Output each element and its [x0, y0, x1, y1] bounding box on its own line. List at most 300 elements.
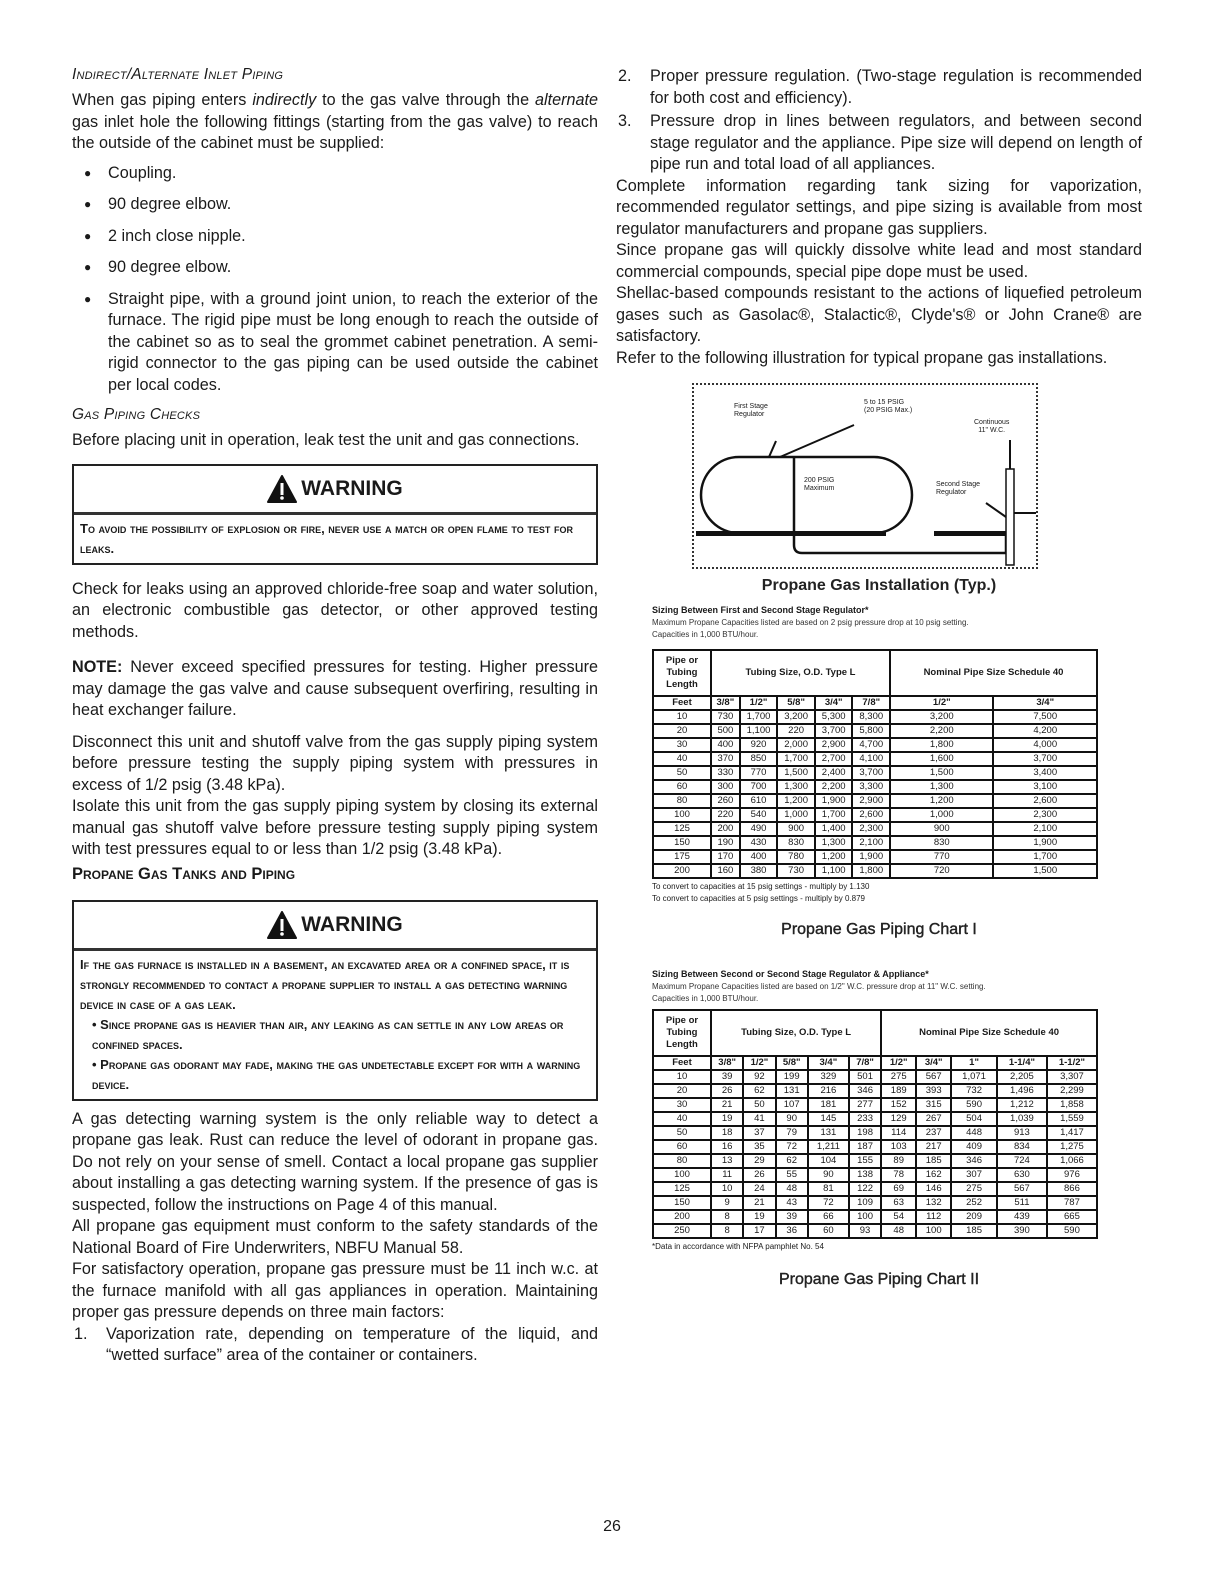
text: First Stage — [734, 403, 768, 410]
capacity-cell: 2,100 — [993, 822, 1097, 836]
chart-subtitle — [652, 617, 1112, 641]
capacity-cell: 830 — [777, 836, 815, 850]
capacity-cell: 2,900 — [815, 738, 853, 752]
table-row — [653, 808, 1097, 822]
size-header: 1" — [951, 1056, 997, 1070]
length-cell: 30 — [653, 1098, 711, 1112]
capacity-cell: 26 — [711, 1084, 743, 1098]
table-row — [653, 780, 1097, 794]
capacity-cell: 511 — [997, 1196, 1047, 1210]
capacity-cell: 329 — [808, 1070, 849, 1084]
warning-label: WARNING — [301, 912, 403, 936]
size-header: 1-1/4" — [997, 1056, 1047, 1070]
warning-box — [72, 900, 598, 1101]
capacity-cell: 162 — [916, 1168, 951, 1182]
bullet-icon: ● — [84, 260, 92, 274]
capacity-cell: 590 — [951, 1098, 997, 1112]
capacity-cell: 181 — [808, 1098, 849, 1112]
size-header: 1/2" — [740, 696, 778, 710]
table-row — [653, 1140, 1097, 1154]
capacity-cell: 19 — [743, 1210, 775, 1224]
capacity-cell: 1,000 — [777, 808, 815, 822]
capacity-cell: 1,417 — [1047, 1126, 1097, 1140]
capacity-cell: 37 — [743, 1126, 775, 1140]
length-cell: 30 — [653, 738, 711, 752]
capacity-cell: 307 — [951, 1168, 997, 1182]
capacity-cell: 198 — [849, 1126, 881, 1140]
disconnect-text: Disconnect this unit and shutoff valve from the gas supply piping system before pressure testing the supply piping system with pressures in excess of 1/2 psig (3.48 kPa). — [72, 732, 598, 794]
size-header: 3/4" — [808, 1056, 849, 1070]
length-cell: 150 — [653, 1196, 711, 1210]
note-paragraph — [72, 657, 598, 722]
capacity-cell: 29 — [743, 1154, 775, 1168]
list-item — [72, 194, 598, 216]
capacity-cell: 2,300 — [852, 822, 890, 836]
list-item — [72, 1324, 598, 1367]
capacity-cell: 35 — [743, 1140, 775, 1154]
capacity-cell: 50 — [743, 1098, 775, 1112]
table-row — [653, 1154, 1097, 1168]
warning-triangle-icon — [267, 911, 297, 939]
length-cell: 80 — [653, 794, 711, 808]
chart-note: *Data in accordance with NFPA pamphlet No. 54 — [652, 1242, 824, 1251]
capacity-cell: 3,700 — [852, 766, 890, 780]
header-length: Pipe or Tubing Length — [653, 650, 711, 696]
chart-caption: Propane Gas Piping Chart II — [778, 1271, 980, 1288]
table-row — [653, 1084, 1097, 1098]
page-number: 26 — [603, 1518, 621, 1535]
diagram-label — [936, 481, 980, 497]
capacity-cell: 3,200 — [777, 710, 815, 724]
chart-note: To convert to capacities at 5 psig settings - multiply by 0.879 — [652, 894, 865, 903]
size-header: 5/8" — [777, 696, 815, 710]
capacity-cell: 170 — [711, 850, 740, 864]
capacity-cell: 90 — [776, 1112, 808, 1126]
capacity-cell: 252 — [951, 1196, 997, 1210]
size-header: 1/2" — [881, 1056, 916, 1070]
capacity-cell: 81 — [808, 1182, 849, 1196]
table-row — [653, 1098, 1097, 1112]
size-header: 7/8" — [849, 1056, 881, 1070]
conform-text: All propane gas equipment must conform to the safety standards of the National Board of Fire Underwriters, NBFU Manual 58. — [72, 1217, 598, 1257]
capacity-cell: 69 — [881, 1182, 916, 1196]
pressure-pointer — [780, 425, 854, 457]
list-item — [72, 289, 598, 397]
capacity-cell: 448 — [951, 1126, 997, 1140]
capacity-cell: 504 — [951, 1112, 997, 1126]
text: 11" W.C. — [978, 427, 1006, 434]
capacity-cell: 730 — [711, 710, 740, 724]
capacity-cell: 11 — [711, 1168, 743, 1182]
capacity-cell: 2,600 — [852, 808, 890, 822]
capacity-cell: 1,071 — [951, 1070, 997, 1084]
capacity-cell: 1,600 — [890, 752, 993, 766]
size-header: 3/8" — [711, 1056, 743, 1070]
capacity-cell: 2,700 — [815, 752, 853, 766]
warning-label: WARNING — [301, 476, 403, 500]
capacity-cell: 1,000 — [890, 808, 993, 822]
capacity-cell: 72 — [808, 1196, 849, 1210]
capacity-cell: 60 — [808, 1224, 849, 1238]
capacity-cell: 720 — [890, 864, 993, 878]
capacity-cell: 8 — [711, 1210, 743, 1224]
table-row — [653, 1196, 1097, 1210]
header-length: Pipe or Tubing Length — [653, 1010, 711, 1056]
capacity-cell: 567 — [916, 1070, 951, 1084]
capacity-cell: 36 — [776, 1224, 808, 1238]
text: Capacities in 1,000 BTU/hour. — [652, 994, 759, 1003]
chart-note: To convert to capacities at 15 psig settings - multiply by 1.130 — [652, 882, 870, 891]
capacity-cell: 19 — [711, 1112, 743, 1126]
capacity-cell: 3,100 — [993, 780, 1097, 794]
checks-intro: Before placing unit in operation, leak test the unit and gas connections. — [72, 431, 580, 449]
capacity-cell: 41 — [743, 1112, 775, 1126]
capacity-cell: 190 — [711, 836, 740, 850]
capacity-cell: 152 — [881, 1098, 916, 1112]
capacity-cell: 390 — [997, 1224, 1047, 1238]
right-column — [616, 66, 1142, 1289]
list-number: 3. — [618, 112, 632, 130]
capacity-cell: 209 — [951, 1210, 997, 1224]
capacity-cell: 430 — [740, 836, 778, 850]
capacity-cell: 1,496 — [997, 1084, 1047, 1098]
capacity-cell: 72 — [776, 1140, 808, 1154]
figure-caption: Propane Gas Installation (Typ.) — [761, 577, 997, 594]
capacity-cell: 260 — [711, 794, 740, 808]
capacity-cell: 21 — [711, 1098, 743, 1112]
text: (20 PSIG Max.) — [864, 407, 913, 414]
capacity-cell: 3,700 — [815, 724, 853, 738]
header-tubing: Tubing Size, O.D. Type L — [711, 650, 890, 696]
size-header: 3/4" — [815, 696, 853, 710]
emphasis: indirectly — [252, 91, 317, 109]
capacity-cell: 24 — [743, 1182, 775, 1196]
bullet-icon: ● — [84, 291, 92, 306]
capacity-cell: 3,400 — [993, 766, 1097, 780]
text: Never exceed specified pressures for testing. Higher pressure may damage the gas valve and cause subsequent overfiring, resulting in heat exchanger failure. — [72, 658, 598, 719]
capacity-cell: 540 — [740, 808, 778, 822]
capacity-cell: 145 — [808, 1112, 849, 1126]
capacity-cell: 1,700 — [777, 752, 815, 766]
text: 200 PSIG — [804, 477, 835, 484]
text: 90 degree elbow. — [108, 258, 232, 276]
capacity-cell: 1,559 — [1047, 1112, 1097, 1126]
capacity-cell: 834 — [997, 1140, 1047, 1154]
capacity-cell: 138 — [849, 1168, 881, 1182]
chart-subtitle — [652, 981, 1112, 1005]
text: 2 inch close nipple. — [108, 226, 246, 245]
capacity-cell: 16 — [711, 1140, 743, 1154]
capacity-cell: 409 — [951, 1140, 997, 1154]
capacity-cell: 501 — [849, 1070, 881, 1084]
size-header: 3/4" — [916, 1056, 951, 1070]
capacity-cell: 275 — [951, 1182, 997, 1196]
capacity-cell: 866 — [1047, 1182, 1097, 1196]
capacity-cell: 79 — [776, 1126, 808, 1140]
length-cell: 50 — [653, 1126, 711, 1140]
capacity-cell: 131 — [808, 1126, 849, 1140]
capacity-cell: 39 — [711, 1070, 743, 1084]
capacity-cell: 4,000 — [993, 738, 1097, 752]
capacity-cell: 78 — [881, 1168, 916, 1182]
pipe-dope-text: Since propane gas will quickly dissolve white lead and most standard commercial compounds, special pipe dope must be used. — [616, 241, 1142, 281]
list-number: 2. — [618, 67, 632, 85]
capacity-cell: 220 — [777, 724, 815, 738]
capacity-cell: 1,200 — [777, 794, 815, 808]
capacity-cell: 63 — [881, 1196, 916, 1210]
fittings-list — [72, 163, 598, 397]
text: Propane gas odorant may fade, making the gas undetectable except for with a warning device. — [92, 1056, 581, 1092]
capacity-cell: 1,400 — [815, 822, 853, 836]
capacity-cell: 2,600 — [993, 794, 1097, 808]
text: to the gas valve through the — [316, 91, 535, 109]
capacity-cell: 732 — [951, 1084, 997, 1098]
capacity-cell: 3,300 — [852, 780, 890, 794]
capacity-cell: 146 — [916, 1182, 951, 1196]
capacity-cell: 114 — [881, 1126, 916, 1140]
table-row — [653, 794, 1097, 808]
text: Capacities in 1,000 BTU/hour. — [652, 630, 759, 639]
size-header: 3/8" — [711, 696, 740, 710]
capacity-cell: 1,100 — [815, 864, 853, 878]
text: 5 to 15 PSIG — [864, 399, 905, 406]
list-item — [616, 66, 1142, 109]
capacity-cell: 10 — [711, 1182, 743, 1196]
ground-right — [934, 531, 1012, 536]
capacity-cell: 103 — [881, 1140, 916, 1154]
length-cell: 10 — [653, 710, 711, 724]
capacity-cell: 1,800 — [890, 738, 993, 752]
list-item — [72, 226, 598, 248]
warning-bullet: • Since propane gas is heavier than air, any leaking as can settle in any low areas or confined spaces. — [92, 1016, 564, 1052]
capacity-cell: 330 — [711, 766, 740, 780]
capacity-cell: 93 — [849, 1224, 881, 1238]
capacity-cell: 43 — [776, 1196, 808, 1210]
capacity-cell: 39 — [776, 1210, 808, 1224]
capacity-cell: 26 — [743, 1168, 775, 1182]
chart-caption: Propane Gas Piping Chart I — [781, 921, 977, 938]
capacity-cell: 500 — [711, 724, 740, 738]
capacity-cell: 187 — [849, 1140, 881, 1154]
length-cell: 40 — [653, 1112, 711, 1126]
table-row — [653, 766, 1097, 780]
text: 90 degree elbow. — [108, 195, 232, 213]
capacity-cell: 109 — [849, 1196, 881, 1210]
first-stage-regulator — [769, 441, 776, 457]
capacity-cell: 567 — [997, 1182, 1047, 1196]
length-cell: 200 — [653, 1210, 711, 1224]
text: Proper pressure regulation. (Two-stage regulation is recommended for both cost and efficiency). — [650, 67, 1142, 107]
capacity-cell: 913 — [997, 1126, 1047, 1140]
table-row — [653, 1210, 1097, 1224]
text: Second Stage — [936, 481, 980, 488]
warning-main-text: If the gas furnace is installed in a basement, an excavated area or a confined space, it is strongly recommended to contact a propane supplier to install a gas detecting warning device in case of a gas leak. — [80, 956, 570, 1012]
capacity-cell: 8 — [711, 1224, 743, 1238]
table-row — [653, 752, 1097, 766]
leak-check-text: Check for leaks using an approved chloride-free soap and water solution, an electronic combustible gas detector, or other approved testing methods. — [72, 579, 598, 641]
text: Pressure drop in lines between regulators, and between second stage regulator and the appliance. Pipe size will depend on length of pipe run and total load of all appliances. — [650, 112, 1142, 173]
tank-shape — [701, 457, 912, 533]
house-wall — [1006, 469, 1014, 565]
capacity-cell: 66 — [808, 1210, 849, 1224]
table-row — [653, 1182, 1097, 1196]
capacity-cell: 400 — [711, 738, 740, 752]
length-cell: 10 — [653, 1070, 711, 1084]
satisfactory-text: For satisfactory operation, propane gas pressure must be 11 inch w.c. at the furnace manifold with all gas appliances in operation. Maintaining proper gas pressure depends on three main factors: — [72, 1260, 598, 1321]
text: Regulator — [936, 489, 967, 496]
length-cell: 150 — [653, 836, 711, 850]
table-row — [653, 850, 1097, 864]
bullet-icon: ● — [84, 197, 92, 211]
capacity-cell: 8,300 — [852, 710, 890, 724]
capacity-cell: 4,700 — [852, 738, 890, 752]
header-feet: Feet — [653, 1056, 711, 1070]
capacity-cell: 976 — [1047, 1168, 1097, 1182]
capacity-cell: 185 — [951, 1224, 997, 1238]
shellac-text: Shellac-based compounds resistant to the actions of liquefied petroleum gases such as Gasolac®, Stalactic®, Clyde's® or John Crane® are satisfactory. — [616, 284, 1142, 345]
capacity-cell: 1,500 — [890, 766, 993, 780]
capacity-cell: 5,300 — [815, 710, 853, 724]
chart-title: Sizing Between Second or Second Stage Regulator & Appliance* — [652, 969, 929, 979]
capacity-cell: 199 — [776, 1070, 808, 1084]
capacity-cell: 131 — [776, 1084, 808, 1098]
capacity-cell: 107 — [776, 1098, 808, 1112]
capacity-cell: 1,100 — [740, 724, 778, 738]
capacity-cell: 112 — [916, 1210, 951, 1224]
complete-info-text: Complete information regarding tank sizing for vaporization, recommended regulator settings, and pipe sizing is available from most regulator manufacturers and propane gas suppliers. — [616, 176, 1142, 238]
text: Since propane gas is heavier than air, any leaking as can settle in any low areas or confined spaces. — [92, 1016, 564, 1052]
capacity-cell: 346 — [849, 1084, 881, 1098]
table-row — [653, 836, 1097, 850]
header-feet: Feet — [653, 696, 711, 710]
capacity-cell: 1,300 — [815, 836, 853, 850]
capacity-cell: 900 — [890, 822, 993, 836]
capacity-cell: 129 — [881, 1112, 916, 1126]
length-cell: 100 — [653, 808, 711, 822]
second-stage-regulator — [986, 503, 1006, 517]
capacity-cell: 132 — [916, 1196, 951, 1210]
table-row — [653, 1070, 1097, 1084]
piping-chart-1 — [652, 605, 1112, 905]
refer-text: Refer to the following illustration for typical propane gas installations. — [616, 348, 1108, 367]
capacity-cell: 2,100 — [852, 836, 890, 850]
length-cell: 20 — [653, 724, 711, 738]
capacity-cell: 2,200 — [890, 724, 993, 738]
list-item — [72, 257, 598, 279]
propane-installation-diagram — [692, 383, 1038, 569]
capacity-cell: 1,200 — [815, 850, 853, 864]
text: gas inlet hole the following fittings (starting from the gas valve) to reach the outside of the cabinet must be supplied: — [72, 112, 598, 152]
length-cell: 175 — [653, 850, 711, 864]
capacity-cell: 770 — [890, 850, 993, 864]
size-header: 7/8" — [852, 696, 890, 710]
length-cell: 200 — [653, 864, 711, 878]
warning-bullet: • Propane gas odorant may fade, making the gas undetectable except for with a warning device. — [92, 1056, 581, 1092]
capacity-cell: 3,700 — [993, 752, 1097, 766]
header-tubing: Tubing Size, O.D. Type L — [711, 1010, 881, 1056]
left-column — [72, 66, 598, 1367]
capacity-cell: 1,900 — [993, 836, 1097, 850]
indirect-heading: Indirect/Alternate Inlet Piping — [72, 66, 284, 83]
capacity-cell: 155 — [849, 1154, 881, 1168]
capacity-cell: 770 — [740, 766, 778, 780]
capacity-cell: 48 — [776, 1182, 808, 1196]
capacity-cell: 393 — [916, 1084, 951, 1098]
capacity-cell: 1,700 — [815, 808, 853, 822]
table-row — [653, 738, 1097, 752]
capacity-cell: 850 — [740, 752, 778, 766]
capacity-cell: 1,211 — [808, 1140, 849, 1154]
diagram-label — [804, 477, 834, 493]
emphasis: alternate — [535, 91, 598, 109]
ground-left — [696, 531, 886, 536]
diagram-label — [864, 399, 912, 415]
capacity-cell: 780 — [777, 850, 815, 864]
capacity-cell: 21 — [743, 1196, 775, 1210]
capacity-cell: 233 — [849, 1112, 881, 1126]
length-cell: 100 — [653, 1168, 711, 1182]
capacity-cell: 1,700 — [993, 850, 1097, 864]
text: When gas piping enters — [72, 91, 253, 109]
capacity-cell: 1,700 — [740, 710, 778, 724]
list-item — [72, 163, 598, 185]
table-row — [653, 822, 1097, 836]
capacity-cell: 400 — [740, 850, 778, 864]
capacity-cell: 724 — [997, 1154, 1047, 1168]
piping-table-1 — [652, 649, 1098, 879]
capacity-cell: 439 — [997, 1210, 1047, 1224]
chart-title: Sizing Between First and Second Stage Regulator* — [652, 605, 869, 615]
text: Straight pipe, with a ground joint union, to reach the exterior of the furnace. The rigid pipe must be long enough to reach the outside of the cabinet so as to seal the grommet cabinet penetration. A semi-rigid connector to the gas piping can be used outside the cabinet per local codes. — [108, 289, 598, 394]
list-number: 1. — [74, 1324, 88, 1343]
table-row — [653, 864, 1097, 878]
text: Maximum — [804, 485, 835, 492]
capacity-cell: 189 — [881, 1084, 916, 1098]
capacity-cell: 1,500 — [777, 766, 815, 780]
capacity-cell: 90 — [808, 1168, 849, 1182]
capacity-cell: 346 — [951, 1154, 997, 1168]
capacity-cell: 220 — [711, 808, 740, 822]
table-row — [653, 724, 1097, 738]
checks-heading: Gas Piping Checks — [72, 406, 201, 423]
capacity-cell: 17 — [743, 1224, 775, 1238]
capacity-cell: 2,300 — [993, 808, 1097, 822]
text: Maximum Propane Capacities listed are based on 1/2" W.C. pressure drop at 11" W.C. setting. — [652, 982, 986, 991]
capacity-cell: 216 — [808, 1084, 849, 1098]
text: Vaporization rate, depending on temperature of the liquid, and “wetted surface” area of the container or containers. — [106, 1324, 598, 1364]
capacity-cell: 1,275 — [1047, 1140, 1097, 1154]
capacity-cell: 104 — [808, 1154, 849, 1168]
capacity-cell: 730 — [777, 864, 815, 878]
size-header: 1/2" — [890, 696, 993, 710]
capacity-cell: 200 — [711, 822, 740, 836]
capacity-cell: 300 — [711, 780, 740, 794]
capacity-cell: 5,800 — [852, 724, 890, 738]
capacity-cell: 275 — [881, 1070, 916, 1084]
capacity-cell: 62 — [776, 1154, 808, 1168]
length-cell: 250 — [653, 1224, 711, 1238]
capacity-cell: 62 — [743, 1084, 775, 1098]
table-row — [653, 1224, 1097, 1238]
capacity-cell: 370 — [711, 752, 740, 766]
header-pipe: Nominal Pipe Size Schedule 40 — [890, 650, 1097, 696]
capacity-cell: 54 — [881, 1210, 916, 1224]
capacity-cell: 490 — [740, 822, 778, 836]
capacity-cell: 1,200 — [890, 794, 993, 808]
indirect-intro — [72, 90, 598, 155]
capacity-cell: 277 — [849, 1098, 881, 1112]
capacity-cell: 380 — [740, 864, 778, 878]
